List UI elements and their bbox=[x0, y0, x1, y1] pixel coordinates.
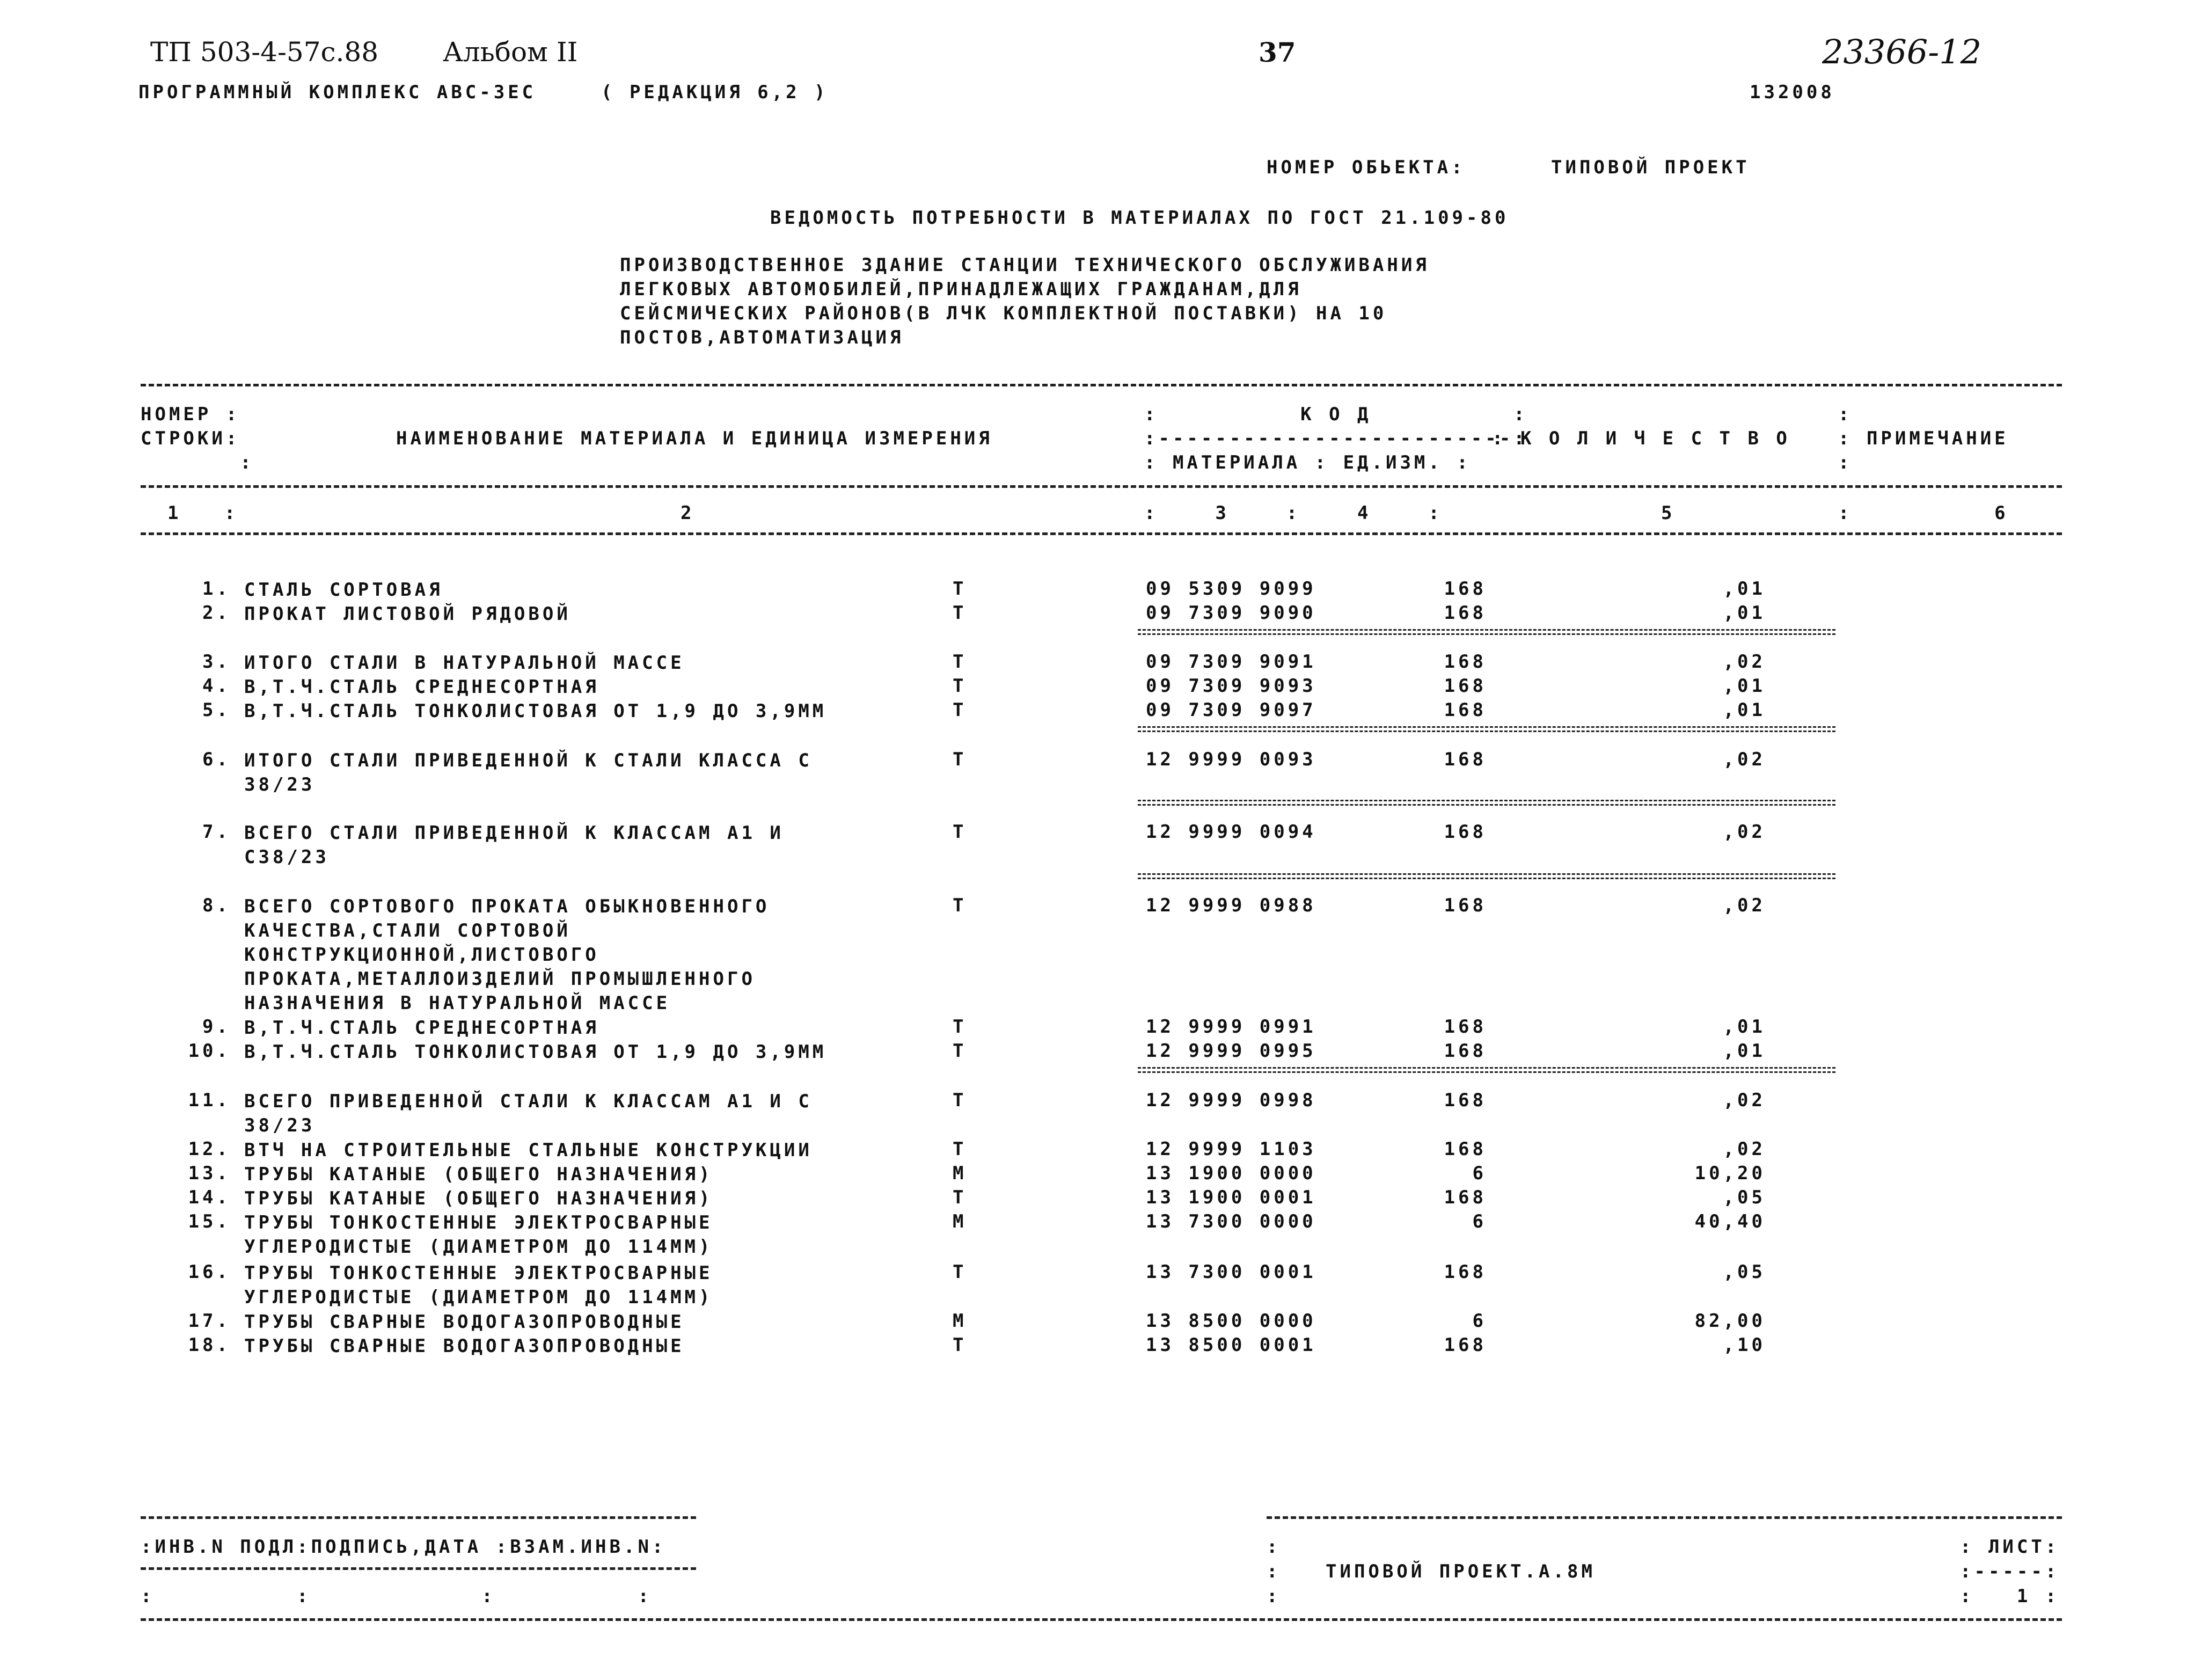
material-code: 13 8500 0000 bbox=[1146, 1310, 1316, 1332]
unit: Т bbox=[953, 602, 967, 624]
unit: Т bbox=[953, 1334, 967, 1356]
unit-code: 6 bbox=[1472, 1310, 1487, 1332]
building-line-3: СЕЙСМИЧЕСКИХ РАЙОНОВ(В ЛЧК КОМПЛЕКТНОЙ ПОСТАВКИ) НА 10 bbox=[620, 303, 1387, 324]
sheet-divider: :-----: bbox=[1960, 1561, 2060, 1582]
stamp-labels: :ИНВ.N ПОДЛ:ПОДПИСЬ,ДАТА :ВЗАМ.ИНВ.N: bbox=[141, 1536, 667, 1558]
row-number: 16. bbox=[188, 1261, 231, 1283]
table-top-rule bbox=[141, 384, 2062, 386]
material-name: ТРУБЫ ТОНКОСТЕННЫЕ ЭЛЕКТРОСВАРНЫЕ УГЛЕРОДИСТЫЕ (ДИАМЕТРОМ ДО 114ММ) bbox=[244, 1212, 713, 1258]
code-subheaders: : МАТЕРИАЛА : ЕД.ИЗМ. : bbox=[1144, 452, 1471, 473]
unit: Т bbox=[953, 1090, 967, 1111]
material-name: В,Т.Ч.СТАЛЬ СРЕДНЕСОРТНАЯ bbox=[244, 1017, 599, 1039]
unit: Т bbox=[953, 821, 967, 843]
table-row bbox=[0, 821, 2187, 868]
material-code: 09 7309 9093 bbox=[1146, 675, 1316, 697]
table-row bbox=[0, 1016, 2187, 1042]
table-row bbox=[0, 578, 2187, 604]
object-label: НОМЕР ОБЬЕКТА: bbox=[1267, 157, 1466, 178]
handwritten-ref: 23366-12 bbox=[1822, 32, 1982, 71]
row-number: 17. bbox=[188, 1310, 231, 1332]
material-name: В,Т.Ч.СТАЛЬ СРЕДНЕСОРТНАЯ bbox=[244, 676, 599, 698]
material-code: 12 9999 0998 bbox=[1146, 1090, 1316, 1111]
material-name: ИТОГО СТАЛИ ПРИВЕДЕННОЙ К СТАЛИ КЛАССА С 38/23 bbox=[244, 750, 813, 795]
footer-bottom-rule bbox=[141, 1618, 2062, 1621]
quantity: ,01 bbox=[1723, 602, 1766, 624]
quantity: ,05 bbox=[1723, 1187, 1766, 1208]
unit-code: 168 bbox=[1444, 602, 1487, 624]
quantity: ,02 bbox=[1723, 651, 1766, 673]
unit: Т bbox=[953, 1261, 967, 1283]
colnum-3-4: : 3 : 4 : bbox=[1144, 502, 1443, 524]
object-value: ТИПОВОЙ ПРОЕКТ bbox=[1551, 157, 1750, 178]
material-name: ИТОГО СТАЛИ В НАТУРАЛЬНОЙ МАССЕ bbox=[244, 652, 685, 674]
unit: Т bbox=[953, 749, 967, 770]
material-name: СТАЛЬ СОРТОВАЯ bbox=[244, 579, 443, 601]
unit: Т bbox=[953, 1040, 967, 1062]
unit-code: 168 bbox=[1444, 1187, 1487, 1208]
unit: Т bbox=[953, 895, 967, 916]
code-right: 132008 bbox=[1750, 82, 1835, 103]
table-row bbox=[0, 1163, 2187, 1188]
row-number: 11. bbox=[188, 1090, 231, 1111]
row-no-header-2: СТРОКИ: bbox=[141, 428, 240, 449]
material-code: 13 7300 0000 bbox=[1146, 1211, 1316, 1232]
table-row bbox=[0, 699, 2187, 725]
material-name: В,Т.Ч.СТАЛЬ ТОНКОЛИСТОВАЯ ОТ 1,9 ДО 3,9ММ bbox=[244, 1041, 827, 1063]
stamp-cells: : : : : bbox=[141, 1586, 652, 1607]
header-rule bbox=[141, 485, 2062, 488]
code-column-header: : К О Д : bbox=[1144, 404, 1528, 425]
unit-code: 168 bbox=[1444, 1261, 1487, 1283]
row-number: 2. bbox=[202, 602, 231, 624]
material-code: 12 9999 1103 bbox=[1146, 1138, 1316, 1160]
unit-code: 168 bbox=[1444, 675, 1487, 697]
unit: Т bbox=[953, 675, 967, 697]
row-number: 14. bbox=[188, 1187, 231, 1208]
unit-code: 168 bbox=[1444, 1138, 1487, 1160]
unit: М bbox=[953, 1163, 967, 1184]
quantity: ,02 bbox=[1723, 749, 1766, 770]
material-code: 13 8500 0001 bbox=[1146, 1334, 1316, 1356]
material-name: ВСЕГО СТАЛИ ПРИВЕДЕННОЙ К КЛАССАМ А1 И С38/23 bbox=[244, 822, 784, 868]
unit-code: 6 bbox=[1472, 1163, 1487, 1184]
unit: Т bbox=[953, 1187, 967, 1208]
row-number: 3. bbox=[202, 651, 231, 673]
material-name: ПРОКАТ ЛИСТОВОЙ РЯДОВОЙ bbox=[244, 603, 571, 625]
note-column-header: : ПРИМЕЧАНИЕ bbox=[1838, 428, 2009, 449]
material-code: 09 7309 9097 bbox=[1146, 699, 1316, 721]
material-name: ТРУБЫ СВАРНЫЕ ВОДОГАЗОПРОВОДНЫЕ bbox=[244, 1311, 685, 1333]
header-sep-1: : bbox=[1838, 404, 1853, 425]
unit-code: 168 bbox=[1444, 1040, 1487, 1062]
material-code: 09 7309 9090 bbox=[1146, 602, 1316, 624]
subtotal-rule bbox=[1138, 629, 1835, 635]
unit: Т bbox=[953, 578, 967, 600]
table-row bbox=[0, 1261, 2187, 1308]
page-number: 37 bbox=[1259, 36, 1296, 68]
row-number: 6. bbox=[202, 749, 231, 770]
unit-code: 168 bbox=[1444, 749, 1487, 770]
sheet-label: : ЛИСТ: bbox=[1960, 1536, 2060, 1558]
material-code: 13 1900 0001 bbox=[1146, 1187, 1316, 1208]
colnum-6: : 6 bbox=[1838, 502, 2009, 524]
table-row bbox=[0, 1334, 2187, 1360]
material-name: В,Т.Ч.СТАЛЬ ТОНКОЛИСТОВАЯ ОТ 1,9 ДО 3,9ММ bbox=[244, 700, 827, 722]
row-number: 15. bbox=[188, 1211, 231, 1232]
row-number: 13. bbox=[188, 1163, 231, 1184]
header-sep-2: : bbox=[1838, 452, 1853, 473]
material-name: ВСЕГО ПРИВЕДЕННОЙ СТАЛИ К КЛАССАМ А1 И С 38/23 bbox=[244, 1091, 813, 1136]
row-no-header-3: : bbox=[141, 452, 254, 473]
program-name: ПРОГРАММНЫЙ КОМПЛЕКС АВС-3ЕС bbox=[138, 82, 537, 103]
material-code: 12 9999 0991 bbox=[1146, 1016, 1316, 1038]
row-number: 9. bbox=[202, 1016, 231, 1038]
table-row bbox=[0, 895, 2187, 1014]
material-code: 12 9999 0988 bbox=[1146, 895, 1316, 916]
quantity: ,01 bbox=[1723, 1016, 1766, 1038]
name-column-header: НАИМЕНОВАНИЕ МАТЕРИАЛА И ЕДИНИЦА ИЗМЕРЕНИЯ bbox=[396, 428, 993, 449]
colnum-rule bbox=[141, 532, 2062, 535]
project-top-rule bbox=[1267, 1516, 2062, 1519]
unit-code: 168 bbox=[1444, 1016, 1487, 1038]
unit-code: 168 bbox=[1444, 699, 1487, 721]
material-name: ТРУБЫ ТОНКОСТЕННЫЕ ЭЛЕКТРОСВАРНЫЕ УГЛЕРОДИСТЫЕ (ДИАМЕТРОМ ДО 114ММ) bbox=[244, 1262, 713, 1308]
table-row bbox=[0, 1211, 2187, 1258]
quantity: 10,20 bbox=[1694, 1163, 1766, 1184]
table-row bbox=[0, 1138, 2187, 1164]
colnum-2: 2 bbox=[681, 502, 695, 524]
colnum-1: 1 : bbox=[167, 502, 239, 524]
unit: Т bbox=[953, 699, 967, 721]
material-code: 12 9999 0094 bbox=[1146, 821, 1316, 843]
quantity: ,02 bbox=[1723, 821, 1766, 843]
unit-code: 168 bbox=[1444, 578, 1487, 600]
material-name: ТРУБЫ КАТАНЫЕ (ОБЩЕГО НАЗНАЧЕНИЯ) bbox=[244, 1188, 713, 1209]
building-line-4: ПОСТОВ,АВТОМАТИЗАЦИЯ bbox=[620, 327, 904, 348]
quantity: ,01 bbox=[1723, 699, 1766, 721]
unit-code: 168 bbox=[1444, 1334, 1487, 1356]
unit-code: 168 bbox=[1444, 1090, 1487, 1111]
table-row bbox=[0, 602, 2187, 628]
unit-code: 168 bbox=[1444, 895, 1487, 916]
unit-code: 6 bbox=[1472, 1211, 1487, 1232]
subtotal-rule bbox=[1138, 800, 1835, 806]
row-number: 12. bbox=[188, 1138, 231, 1160]
code-column-divider: :-------------------------: bbox=[1144, 428, 1528, 449]
row-number: 8. bbox=[202, 895, 231, 916]
subtotal-rule bbox=[1138, 1067, 1835, 1073]
subtotal-rule bbox=[1138, 873, 1835, 879]
quantity: ,01 bbox=[1723, 578, 1766, 600]
quantity: ,02 bbox=[1723, 1090, 1766, 1111]
row-number: 18. bbox=[188, 1334, 231, 1356]
unit: М bbox=[953, 1211, 967, 1232]
table-row bbox=[0, 1090, 2187, 1136]
project-sep-1: : bbox=[1267, 1536, 1281, 1558]
row-no-header-1: НОМЕР : bbox=[141, 404, 240, 425]
album-label: Альбом II bbox=[443, 36, 578, 68]
building-line-1: ПРОИЗВОДСТВЕННОЕ ЗДАНИЕ СТАНЦИИ ТЕХНИЧЕСКОГО ОБСЛУЖИВАНИЯ bbox=[620, 254, 1430, 276]
row-number: 5. bbox=[202, 699, 231, 721]
table-row bbox=[0, 1040, 2187, 1066]
quantity: ,02 bbox=[1723, 1138, 1766, 1160]
project-sep-2: : bbox=[1267, 1561, 1281, 1582]
qty-column-header: : К О Л И Ч Е С Т В О bbox=[1492, 428, 1790, 449]
material-name: ВТЧ НА СТРОИТЕЛЬНЫЕ СТАЛЬНЫЕ КОНСТРУКЦИИ bbox=[244, 1140, 813, 1161]
unit: М bbox=[953, 1310, 967, 1332]
quantity: ,10 bbox=[1723, 1334, 1766, 1356]
material-code: 12 9999 0995 bbox=[1146, 1040, 1316, 1062]
unit: Т bbox=[953, 651, 967, 673]
table-row bbox=[0, 1310, 2187, 1336]
row-number: 4. bbox=[202, 675, 231, 697]
unit: Т bbox=[953, 1016, 967, 1038]
material-code: 09 5309 9099 bbox=[1146, 578, 1316, 600]
material-code: 09 7309 9091 bbox=[1146, 651, 1316, 673]
quantity: ,01 bbox=[1723, 675, 1766, 697]
quantity: ,02 bbox=[1723, 895, 1766, 916]
doc-code: ТП 503-4-57с.88 bbox=[150, 36, 379, 68]
stamp-top-rule bbox=[141, 1516, 696, 1519]
sheet-title: ВЕДОМОСТЬ ПОТРЕБНОСТИ В МАТЕРИАЛАХ ПО ГОСТ 21.109-80 bbox=[770, 207, 1509, 229]
unit-code: 168 bbox=[1444, 651, 1487, 673]
project-sep-3: : bbox=[1267, 1586, 1281, 1607]
row-number: 1. bbox=[202, 578, 231, 600]
quantity: 40,40 bbox=[1694, 1211, 1766, 1232]
colnum-5: 5 bbox=[1661, 502, 1676, 524]
building-line-2: ЛЕГКОВЫХ АВТОМОБИЛЕЙ,ПРИНАДЛЕЖАЩИХ ГРАЖДАНАМ,ДЛЯ bbox=[620, 279, 1302, 300]
table-row bbox=[0, 675, 2187, 701]
material-code: 13 1900 0000 bbox=[1146, 1163, 1316, 1184]
table-row bbox=[0, 1187, 2187, 1212]
quantity: 82,00 bbox=[1694, 1310, 1766, 1332]
unit: Т bbox=[953, 1138, 967, 1160]
quantity: ,05 bbox=[1723, 1261, 1766, 1283]
row-number: 10. bbox=[188, 1040, 231, 1062]
quantity: ,01 bbox=[1723, 1040, 1766, 1062]
material-code: 13 7300 0001 bbox=[1146, 1261, 1316, 1283]
table-row bbox=[0, 749, 2187, 795]
material-name: ТРУБЫ СВАРНЫЕ ВОДОГАЗОПРОВОДНЫЕ bbox=[244, 1335, 685, 1357]
material-code: 12 9999 0093 bbox=[1146, 749, 1316, 770]
edition-label: ( РЕДАКЦИЯ 6,2 ) bbox=[601, 82, 829, 103]
unit-code: 168 bbox=[1444, 821, 1487, 843]
sheet-number: : 1 : bbox=[1960, 1586, 2060, 1607]
table-row bbox=[0, 651, 2187, 677]
material-name: ТРУБЫ КАТАНЫЕ (ОБЩЕГО НАЗНАЧЕНИЯ) bbox=[244, 1164, 713, 1185]
row-number: 7. bbox=[202, 821, 231, 843]
project-title: ТИПОВОЙ ПРОЕКТ.А.8М bbox=[1326, 1561, 1596, 1582]
subtotal-rule bbox=[1138, 726, 1835, 732]
material-name: ВСЕГО СОРТОВОГО ПРОКАТА ОБЫКНОВЕННОГО КАЧЕСТВА,СТАЛИ СОРТОВОЙ КОНСТРУКЦИОННОЙ,ЛИСТОВОГО ПРОКАТА,МЕТАЛЛОИЗДЕЛИЙ ПРОМЫШЛЕННОГО НАЗНАЧЕНИЯ В НАТУРАЛЬНОЙ МАССЕ bbox=[244, 896, 770, 1014]
stamp-mid-rule bbox=[141, 1567, 696, 1570]
